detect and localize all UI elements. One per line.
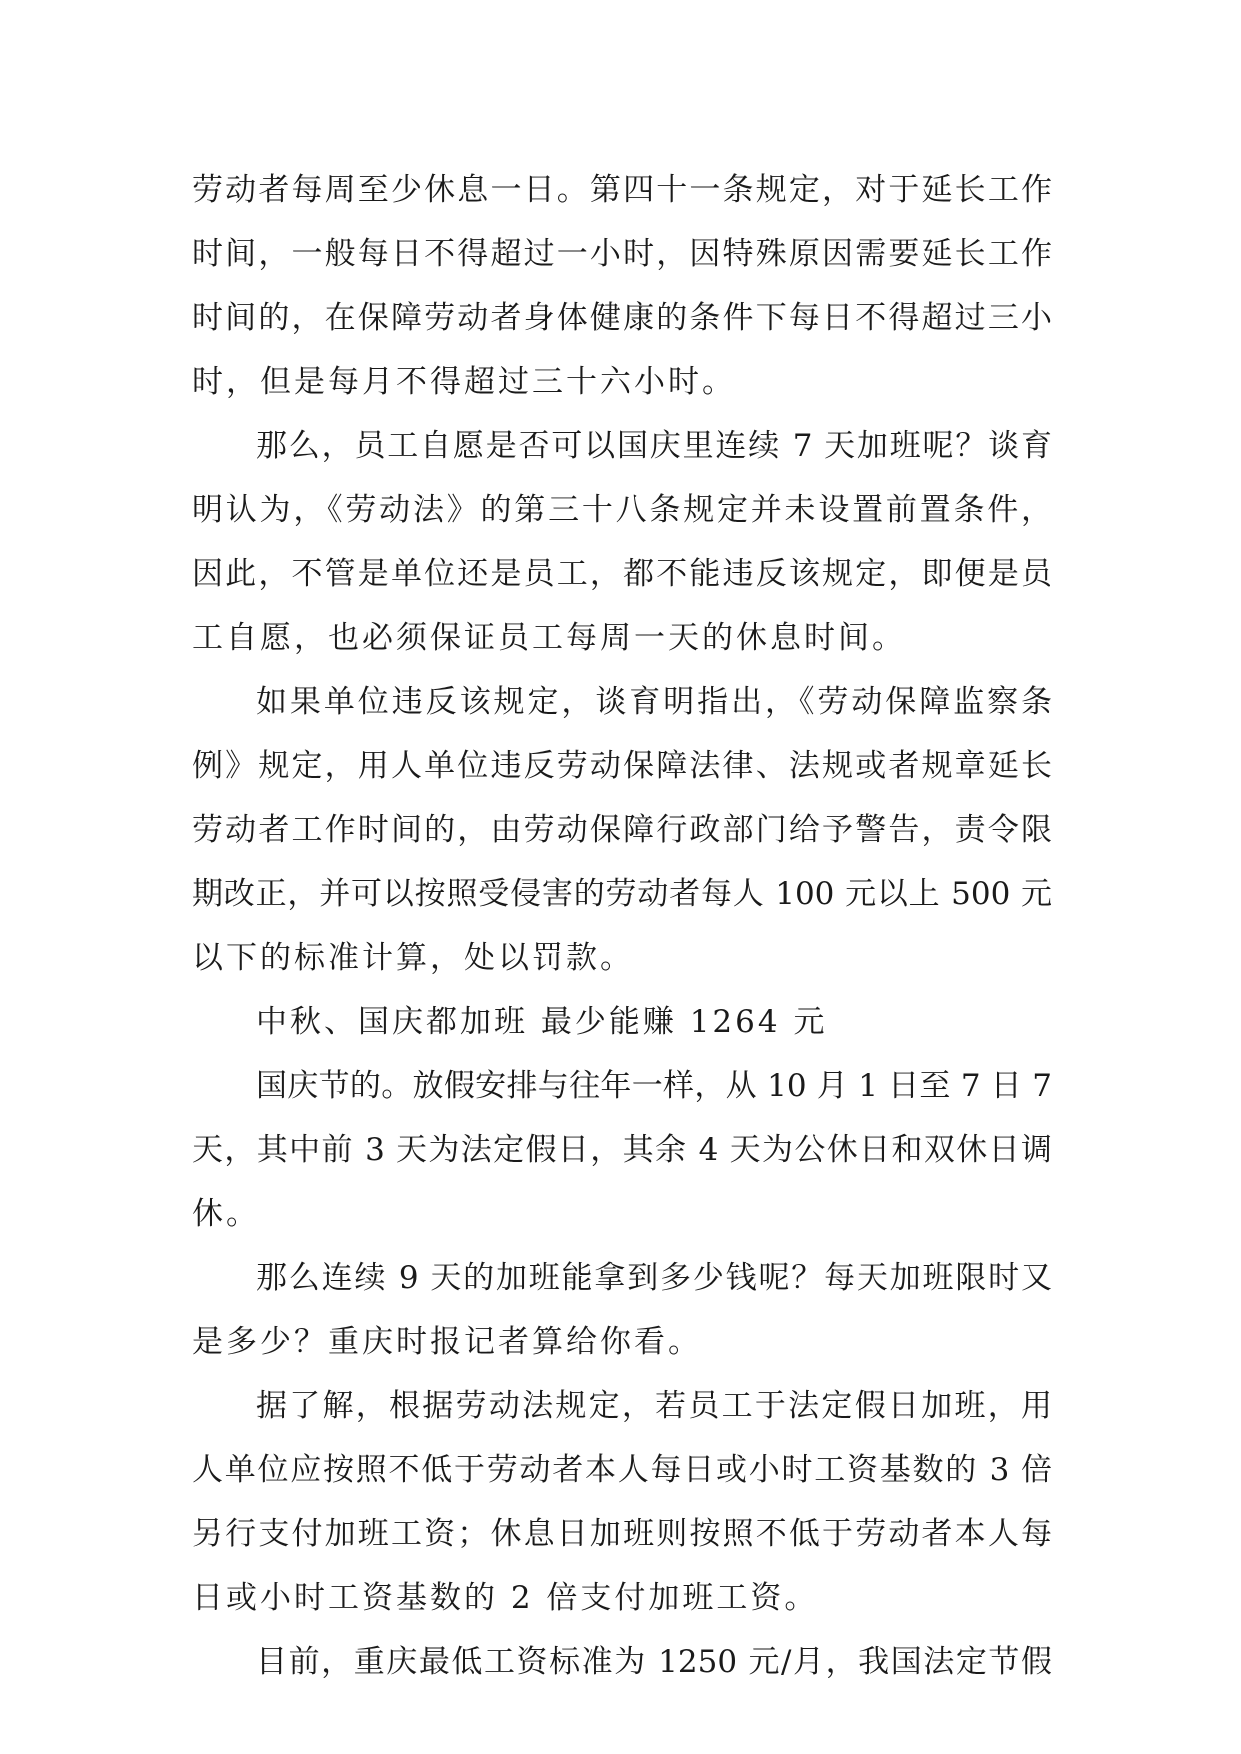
text-line: 期改正，并可以按照受侵害的劳动者每人 100 元以上 500 元: [192, 876, 1052, 912]
paragraph-first-line: 那么，员工自愿是否可以国庆里连续 7 天加班呢？谈育: [256, 428, 1052, 464]
document-body: [192, 158, 1052, 1694]
text-line: 人单位应按照不低于劳动者本人每日或小时工资基数的 3 倍: [192, 1452, 1052, 1488]
text-line: 以下的标准计算，处以罚款。: [192, 940, 634, 976]
paragraph-first-line: 那么连续 9 天的加班能拿到多少钱呢？每天加班限时又: [256, 1260, 1052, 1296]
section-heading: 中秋、国庆都加班 最少能赚 1264 元: [256, 1004, 828, 1040]
text-line: 是多少？重庆时报记者算给你看。: [192, 1324, 702, 1360]
text-line: 明认为，《劳动法》的第三十八条规定并未设置前置条件，: [192, 492, 1052, 528]
text-line: 时间，一般每日不得超过一小时，因特殊原因需要延长工作: [192, 236, 1052, 272]
paragraph-first-line: 据了解，根据劳动法规定，若员工于法定假日加班，用: [256, 1388, 1052, 1424]
paragraph-first-line: 国庆节的。放假安排与往年一样，从 10 月 1 日至 7 日 7: [256, 1068, 1052, 1104]
text-line: 天，其中前 3 天为法定假日，其余 4 天为公休日和双休日调: [192, 1132, 1052, 1168]
paragraph-first-line: 如果单位违反该规定，谈育明指出，《劳动保障监察条: [256, 684, 1052, 720]
text-line: 休。: [192, 1196, 260, 1232]
text-line: 时间的，在保障劳动者身体健康的条件下每日不得超过三小: [192, 300, 1052, 336]
text-line: 例》规定，用人单位违反劳动保障法律、法规或者规章延长: [192, 748, 1052, 784]
text-line: 工自愿，也必须保证员工每周一天的休息时间。: [192, 620, 906, 656]
text-line: 因此，不管是单位还是员工，都不能违反该规定，即便是员: [192, 556, 1052, 592]
text-line: 劳动者每周至少休息一日。第四十一条规定，对于延长工作: [192, 172, 1052, 208]
text-line: 劳动者工作时间的，由劳动保障行政部门给予警告，责令限: [192, 812, 1052, 848]
text-line: 另行支付加班工资；休息日加班则按照不低于劳动者本人每: [192, 1516, 1052, 1552]
text-line: 日或小时工资基数的 2 倍支付加班工资。: [192, 1580, 819, 1616]
paragraph-first-line: 目前，重庆最低工资标准为 1250 元/月，我国法定节假: [256, 1644, 1052, 1680]
text-line: 时，但是每月不得超过三十六小时。: [192, 364, 736, 400]
